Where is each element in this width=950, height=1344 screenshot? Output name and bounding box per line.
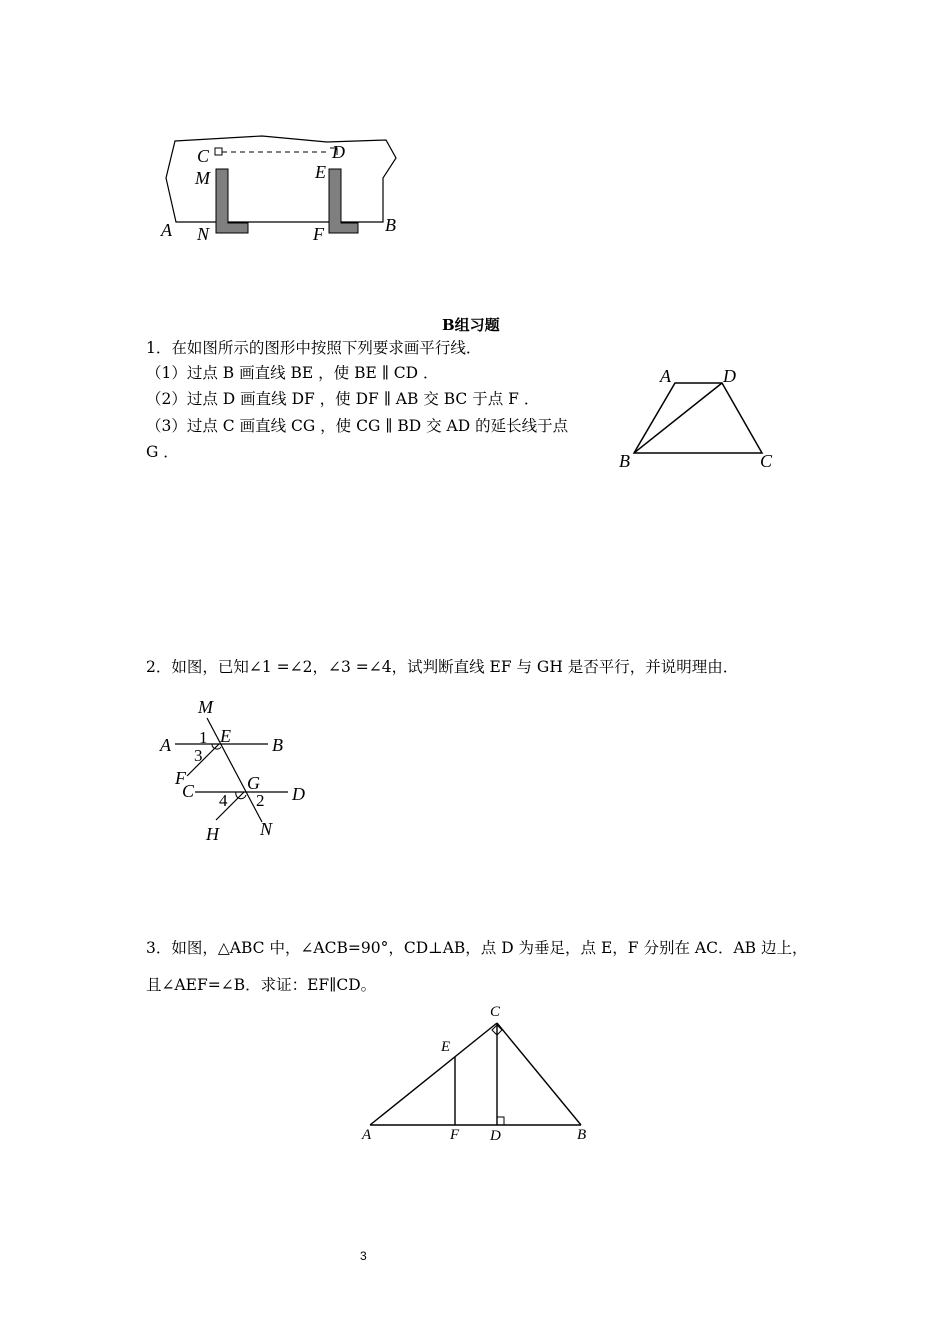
trap-label-B: B xyxy=(619,451,630,471)
trans-label-D: D xyxy=(292,784,305,804)
tri-label-C: C xyxy=(490,1004,501,1020)
section-title: B组习题 xyxy=(442,316,500,334)
label-M: M xyxy=(195,168,210,188)
trans-label-E: E xyxy=(220,726,231,746)
page-number: 3 xyxy=(360,1249,367,1263)
label-N: N xyxy=(197,224,210,244)
tri-label-A: A xyxy=(362,1127,372,1143)
tri-label-F: F xyxy=(450,1127,460,1143)
trans-label-F: F xyxy=(175,768,186,788)
trans-label-B: B xyxy=(272,735,283,755)
q3-stem-line2: 且∠AEF=∠B．求证：EF∥CD。 xyxy=(146,976,377,994)
trans-angle-2: 2 xyxy=(256,791,265,810)
label-B: B xyxy=(385,215,396,235)
trans-label-N: N xyxy=(260,819,273,839)
trans-label-C: C xyxy=(182,781,195,801)
trans-angle-3: 3 xyxy=(194,746,203,765)
trans-label-M: M xyxy=(198,697,213,717)
trans-angle-4: 4 xyxy=(219,791,228,810)
trap-label-A: A xyxy=(660,366,671,386)
q3-stem-line1: 3．如图，△ABC 中，∠ACB=90°，CD⊥AB，点 D 为垂足，点 E，F 分别在 AC．AB 边上， xyxy=(146,939,808,957)
trans-label-H: H xyxy=(206,824,219,844)
label-D: D xyxy=(332,142,345,162)
label-A: A xyxy=(161,220,172,240)
trap-label-C: C xyxy=(760,451,773,471)
q1-stem: 1．在如图所示的图形中按照下列要求画平行线． xyxy=(146,339,482,357)
q1-part3: （3）过点 C 画直线 CG ，使 CG ∥ BD 交 AD 的延长线于点 xyxy=(146,417,569,435)
label-E: E xyxy=(315,162,326,182)
q1-part1: （1）过点 B 画直线 BE ，使 BE ∥ CD ． xyxy=(146,364,439,382)
tri-label-D: D xyxy=(490,1128,501,1144)
trans-angle-1: 1 xyxy=(199,728,208,747)
label-C: C xyxy=(197,146,210,166)
tri-label-E: E xyxy=(441,1039,451,1055)
q2-stem: 2．如图，已知∠1 =∠2，∠3 =∠4，试判断直线 EF 与 GH 是否平行，并说明理由． xyxy=(146,658,739,676)
q1-part3-cont: G ． xyxy=(146,443,179,461)
trans-label-A: A xyxy=(160,735,171,755)
tri-label-B: B xyxy=(577,1127,587,1143)
q1-part2: （2）过点 D 画直线 DF ，使 DF ∥ AB 交 BC 于点 F ． xyxy=(146,390,540,408)
label-F: F xyxy=(313,224,324,244)
trap-label-D: D xyxy=(723,366,736,386)
trans-label-G: G xyxy=(247,773,260,793)
